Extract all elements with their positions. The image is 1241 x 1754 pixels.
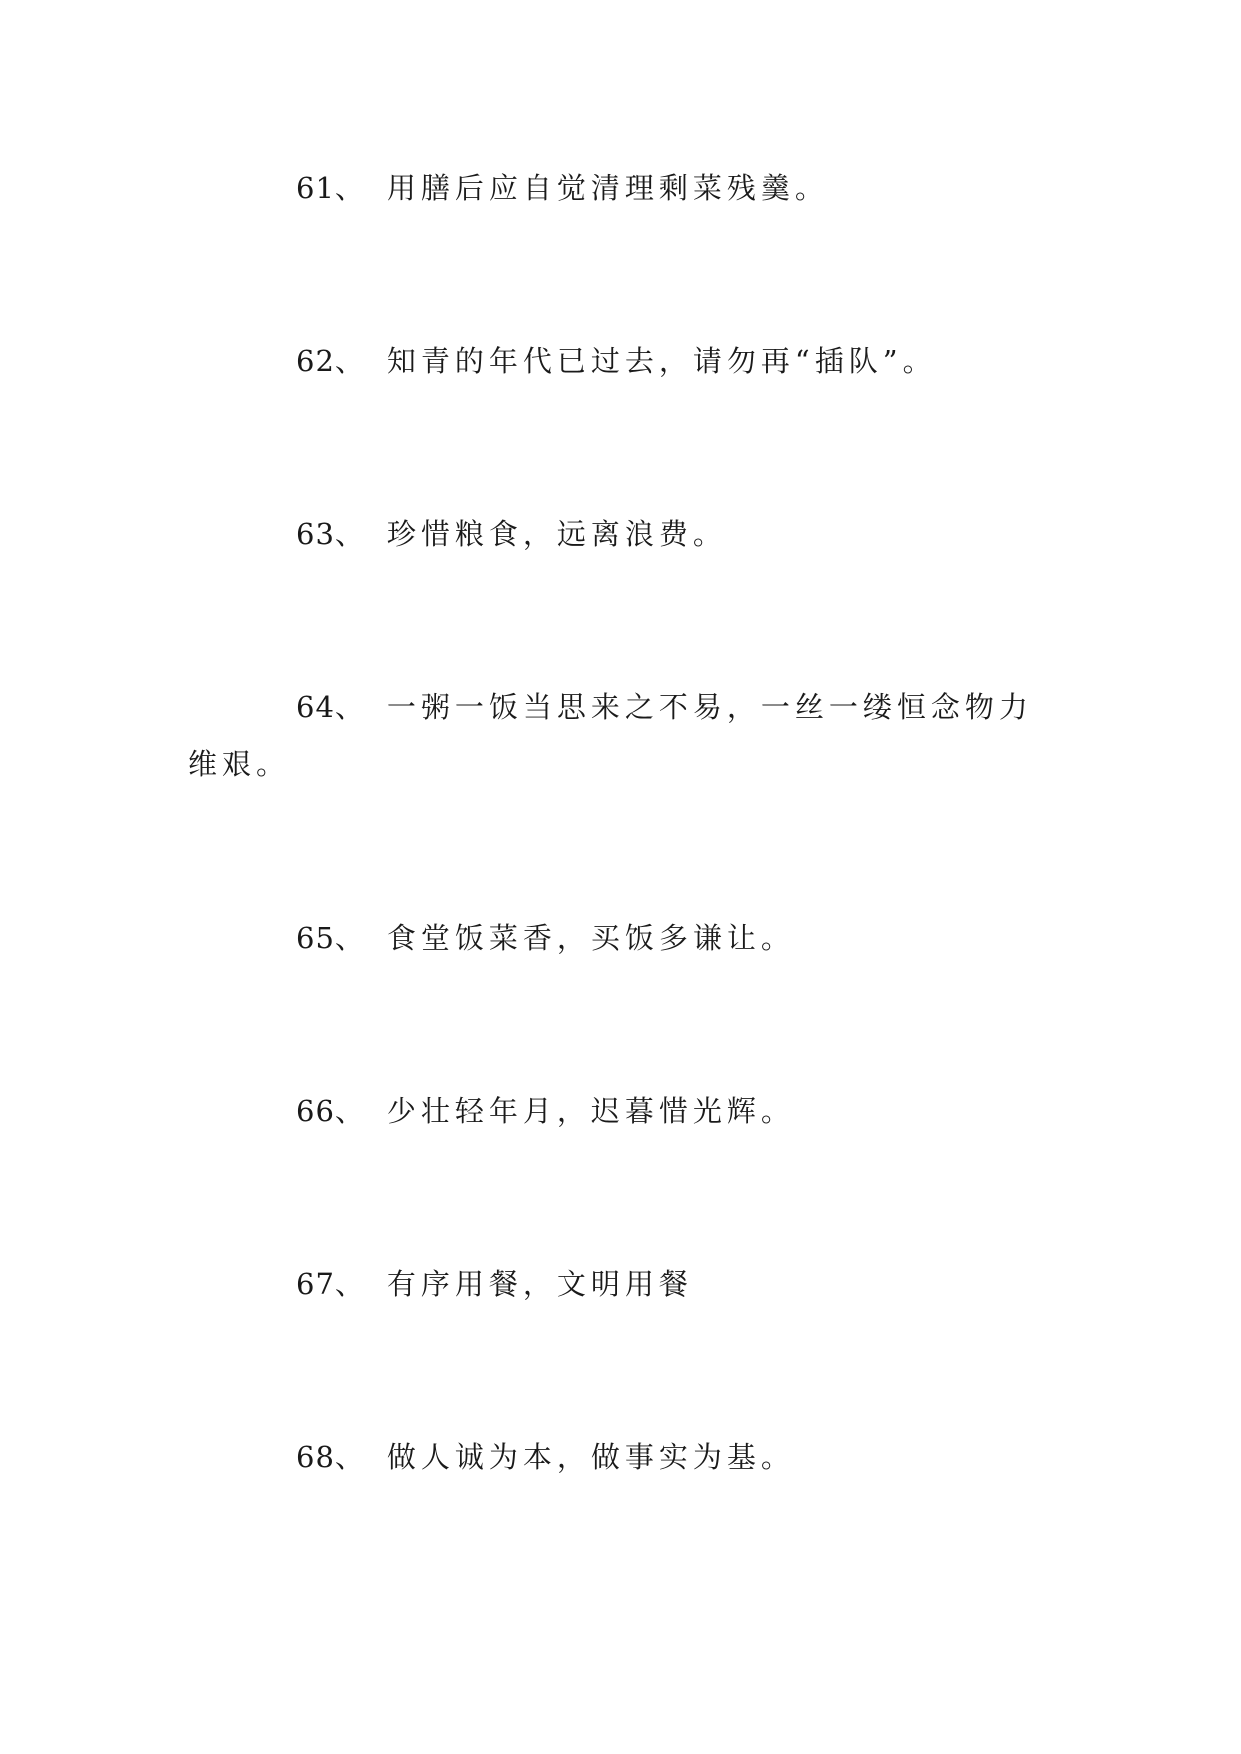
item-separator: 、 [334, 344, 365, 378]
list-item [188, 333, 1058, 390]
item-separator: 、 [334, 517, 365, 551]
list-item [188, 679, 1058, 793]
item-separator: 、 [334, 171, 365, 205]
item-text: 用膳后应自觉清理剩菜残羹。 [386, 171, 829, 205]
list-item [188, 1429, 1058, 1486]
list-item [188, 506, 1058, 563]
list-item [188, 1083, 1058, 1140]
item-separator: 、 [334, 1267, 365, 1301]
item-number: 61 [296, 171, 335, 205]
item-text: 少壮轻年月，迟暮惜光辉。 [386, 1094, 795, 1128]
item-number: 62 [296, 344, 335, 378]
item-text: 知青的年代已过去，请勿再“插队”。 [386, 344, 937, 378]
item-text: 一粥一饭当思来之不易，一丝一缕恒念物力维艰。 [188, 690, 1033, 781]
item-separator: 、 [334, 1094, 365, 1128]
list-item [188, 160, 1058, 217]
item-number: 68 [296, 1440, 335, 1474]
item-text: 珍惜粮食，远离浪费。 [386, 517, 727, 551]
item-text: 有序用餐，文明用餐 [386, 1267, 693, 1301]
item-number: 63 [296, 517, 335, 551]
item-text: 做人诚为本，做事实为基。 [386, 1440, 795, 1474]
list-item [188, 910, 1058, 967]
item-text: 食堂饭菜香，买饭多谦让。 [386, 921, 795, 955]
list-item [188, 1256, 1058, 1313]
item-number: 65 [296, 921, 335, 955]
item-separator: 、 [334, 1440, 365, 1474]
item-number: 64 [296, 690, 335, 724]
item-separator: 、 [334, 690, 365, 724]
item-number: 67 [296, 1267, 335, 1301]
item-number: 66 [296, 1094, 335, 1128]
item-separator: 、 [334, 921, 365, 955]
